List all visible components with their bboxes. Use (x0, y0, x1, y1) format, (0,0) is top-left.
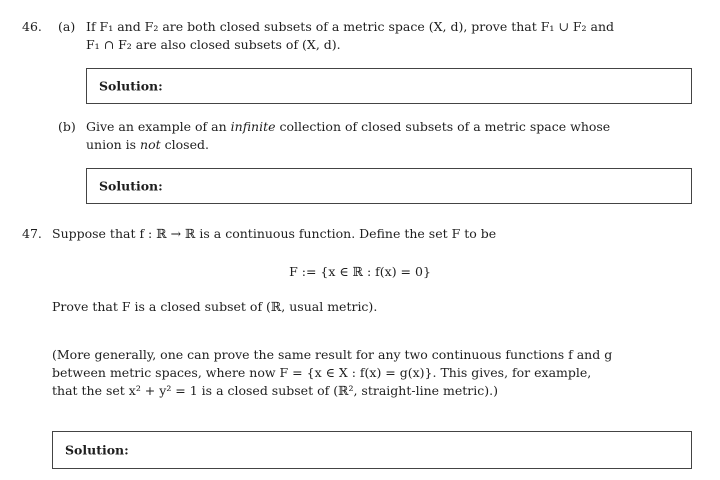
part-a-solution-label: Solution: (99, 78, 163, 94)
problem-47-remark-line-2: between metric spaces, where now F = {x ∈ X : f(x) = g(x)}. This gives, for example, (52, 365, 592, 380)
part-b-line-1-post: collection of closed subsets of a metric space whose (279, 119, 611, 134)
problem-47-task: Prove that F is a closed subset of (ℝ, usual metric). (52, 299, 378, 314)
part-b-line-2-emphasis: not (140, 137, 161, 152)
part-b-solution-label: Solution: (99, 178, 163, 194)
problem-47-intro: Suppose that f : ℝ → ℝ is a continuous function. Define the set F to be (52, 226, 497, 241)
part-a-solution-box[interactable] (86, 68, 692, 104)
part-a-line-1: If F₁ and F₂ are both closed subsets of a metric space (X, d), prove that F₁ ∪ F₂ and (86, 19, 614, 34)
problem-47-definition: F := {x ∈ ℝ : f(x) = 0} (289, 264, 431, 279)
problem-47-solution-label: Solution: (65, 442, 129, 458)
problem-46-number: 46. (22, 19, 42, 34)
part-b-line-2-post: closed. (164, 137, 209, 152)
part-b-line-1 (86, 119, 610, 135)
part-b-line-1-pre: Give an example of an (86, 119, 227, 134)
part-b-label: (b) (58, 119, 76, 134)
problem-47-solution-box[interactable] (52, 431, 692, 469)
part-b-line-2-pre: union is (86, 137, 137, 152)
part-a-label: (a) (58, 19, 76, 34)
problem-47-remark-line-3: that the set x² + y² = 1 is a closed subset of (ℝ², straight-line metric).) (52, 383, 498, 398)
part-b-line-2 (86, 137, 209, 153)
problem-47-number: 47. (22, 226, 42, 241)
part-b-solution-box[interactable] (86, 168, 692, 204)
part-b-line-1-emphasis: infinite (230, 119, 276, 134)
problem-47-remark-line-1: (More generally, one can prove the same result for any two continuous functions f and g (52, 347, 613, 362)
part-a-line-2: F₁ ∩ F₂ are also closed subsets of (X, d). (86, 37, 341, 52)
